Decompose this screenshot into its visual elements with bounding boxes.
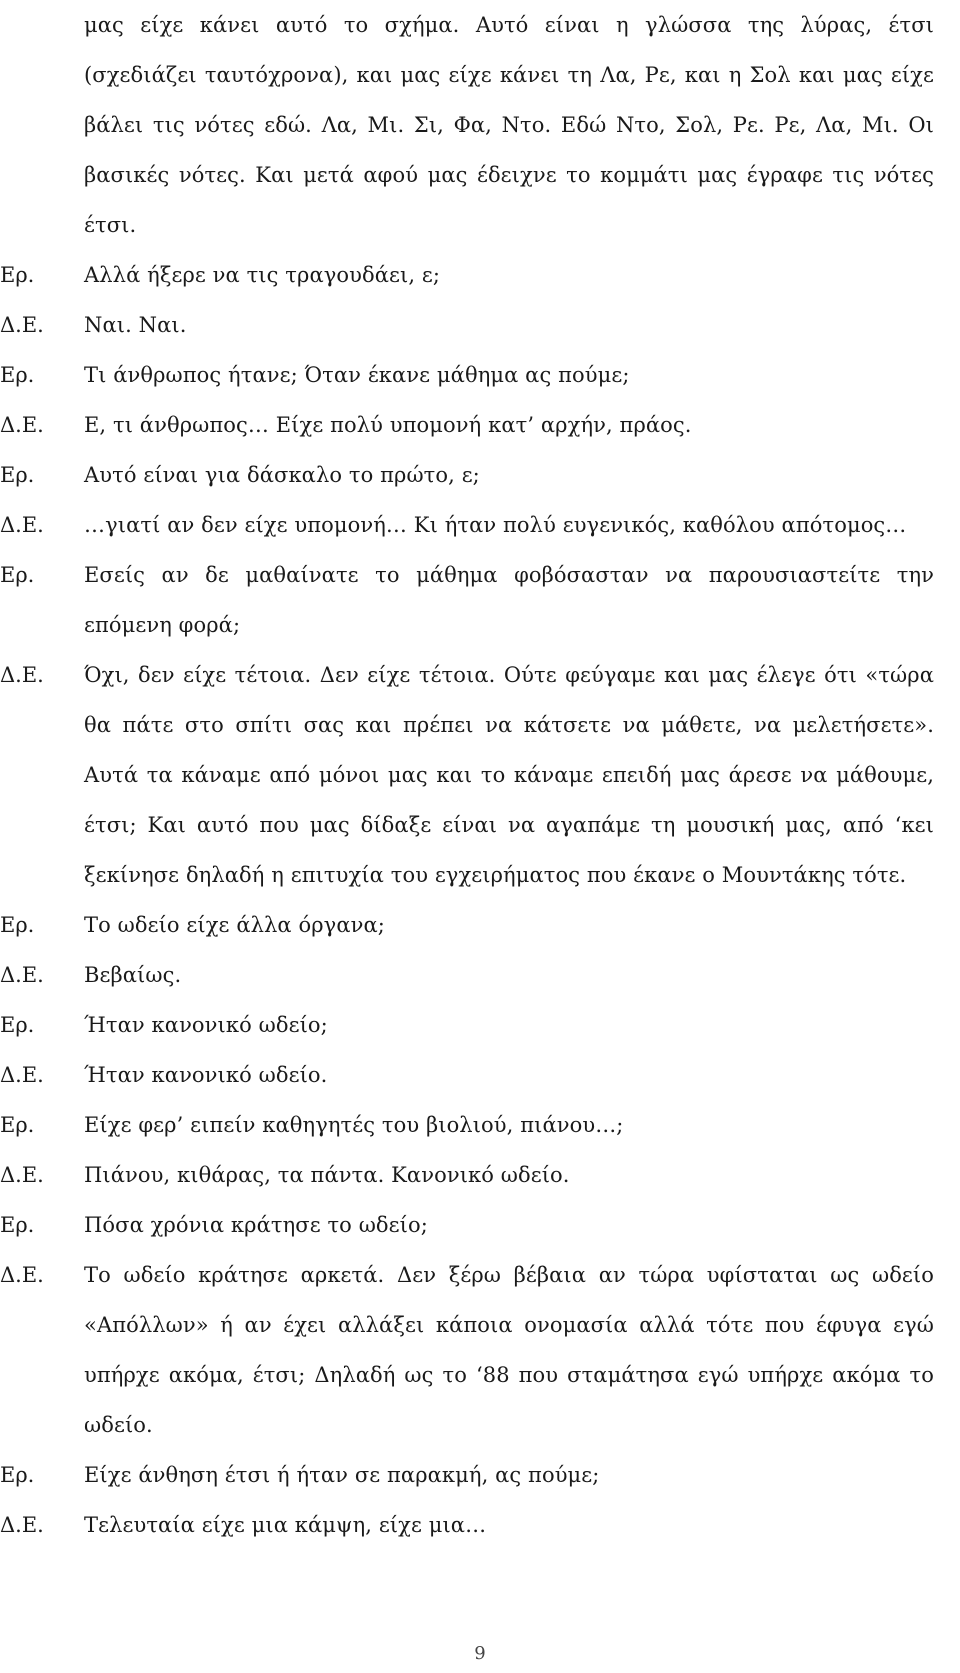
page-number: 9 bbox=[474, 1643, 486, 1664]
transcript-entry bbox=[0, 1200, 960, 1250]
transcript-entry bbox=[0, 1500, 960, 1550]
speaker-label: Δ.Ε. bbox=[0, 1513, 44, 1537]
utterance-text: Ήταν κανονικό ωδείο. bbox=[84, 1063, 328, 1087]
utterance-text: Πιάνου, κιθάρας, τα πάντα. Κανονικό ωδείο. bbox=[84, 1163, 570, 1187]
transcript-entry bbox=[0, 500, 960, 550]
speaker-label: Ερ. bbox=[0, 1463, 35, 1487]
utterance-text: Είχε άνθηση έτσι ή ήταν σε παρακμή, ας πούμε; bbox=[84, 1463, 600, 1487]
transcript-entry bbox=[0, 1450, 960, 1500]
speaker-label: Δ.Ε. bbox=[0, 963, 44, 987]
utterance-text: Εσείς αν δε μαθαίνατε το μάθημα φοβόσασταν να παρουσιαστείτε την επόμενη φορά; bbox=[84, 563, 934, 637]
transcript-entry bbox=[0, 550, 960, 650]
transcript-entry bbox=[0, 0, 960, 250]
utterance-text: Είχε φερ’ ειπείν καθηγητές του βιολιού, πιάνου…; bbox=[84, 1113, 624, 1137]
transcript-entry bbox=[0, 650, 960, 900]
utterance-text: Βεβαίως. bbox=[84, 963, 182, 987]
utterance-text: Τι άνθρωπος ήτανε; Όταν έκανε μάθημα ας πούμε; bbox=[84, 363, 630, 387]
transcript-entry bbox=[0, 400, 960, 450]
utterance-text: …γιατί αν δεν είχε υπομονή… Κι ήταν πολύ ευγενικός, καθόλου απότομος… bbox=[84, 513, 907, 537]
utterance-text: Όχι, δεν είχε τέτοια. Δεν είχε τέτοια. Ούτε φεύγαμε και μας έλεγε ότι «τώρα θα πάτε στο σπίτι σας και πρέπει να κάτσετε να μάθετε, να μελετήσετε». Αυτά τα κάναμε από μόνοι μας και το κάναμε επειδή μας άρεσε να μάθουμε, έτσι; Και αυτό που μας δίδαξε είναι να αγαπάμε τη μουσική μας, από ‘κει ξεκίνησε δηλαδή η επιτυχία του εγχειρήματος που έκανε ο Μουντάκης τότε. bbox=[84, 663, 934, 887]
utterance-text: Πόσα χρόνια κράτησε το ωδείο; bbox=[84, 1213, 428, 1237]
utterance-text: Τελευταία είχε μια κάμψη, είχε μια… bbox=[84, 1513, 487, 1537]
speaker-label: Δ.Ε. bbox=[0, 313, 44, 337]
speaker-label: Ερ. bbox=[0, 913, 35, 937]
transcript-entry bbox=[0, 950, 960, 1000]
speaker-label: Δ.Ε. bbox=[0, 1063, 44, 1087]
speaker-label: Ερ. bbox=[0, 363, 35, 387]
speaker-label: Ερ. bbox=[0, 563, 35, 587]
utterance-text: Αυτό είναι για δάσκαλο το πρώτο, ε; bbox=[84, 463, 480, 487]
transcript-entry bbox=[0, 250, 960, 300]
utterance-text: Ε, τι άνθρωπος… Είχε πολύ υπομονή κατ’ αρχήν, πράος. bbox=[84, 413, 692, 437]
transcript-entry bbox=[0, 1100, 960, 1150]
speaker-label: Ερ. bbox=[0, 263, 35, 287]
utterance-text: Ήταν κανονικό ωδείο; bbox=[84, 1013, 328, 1037]
utterance-text: μας είχε κάνει αυτό το σχήμα. Αυτό είναι η γλώσσα της λύρας, έτσι (σχεδιάζει ταυτόχρονα), και μας είχε κάνει τη Λα, Ρε, και η Σολ και μας είχε βάλει τις νότες εδώ. Λα, Μι. Σι, Φα, Ντο. Εδώ Ντο, Σολ, Ρε. Ρε, Λα, Μι. Οι βασικές νότες. Και μετά αφού μας έδειχνε το κομμάτι μας έγραφε τις νότες έτσι. bbox=[84, 13, 934, 237]
utterance-text: Το ωδείο κράτησε αρκετά. Δεν ξέρω βέβαια αν τώρα υφίσταται ως ωδείο «Απόλλων» ή αν έχει αλλάξει κάποια ονομασία αλλά τότε που έφυγα εγώ υπήρχε ακόμα, έτσι; Δηλαδή ως το ‘88 που σταμάτησα εγώ υπήρχε ακόμα το ωδείο. bbox=[84, 1263, 934, 1437]
transcript-entry bbox=[0, 1250, 960, 1450]
speaker-label: Ερ. bbox=[0, 1213, 35, 1237]
speaker-label: Ερ. bbox=[0, 463, 35, 487]
utterance-text: Ναι. Ναι. bbox=[84, 313, 187, 337]
transcript-entry bbox=[0, 1150, 960, 1200]
speaker-label: Δ.Ε. bbox=[0, 413, 44, 437]
utterance-text: Το ωδείο είχε άλλα όργανα; bbox=[84, 913, 385, 937]
transcript-entry bbox=[0, 1050, 960, 1100]
speaker-label: Δ.Ε. bbox=[0, 513, 44, 537]
speaker-label: Δ.Ε. bbox=[0, 1263, 44, 1287]
utterance-text: Αλλά ήξερε να τις τραγουδάει, ε; bbox=[84, 263, 441, 287]
speaker-label: Ερ. bbox=[0, 1013, 35, 1037]
speaker-label: Δ.Ε. bbox=[0, 1163, 44, 1187]
transcript-entry bbox=[0, 450, 960, 500]
speaker-label: Ερ. bbox=[0, 1113, 35, 1137]
transcript-entry bbox=[0, 1000, 960, 1050]
speaker-label: Δ.Ε. bbox=[0, 663, 44, 687]
transcript-entry bbox=[0, 900, 960, 950]
transcript-entry bbox=[0, 350, 960, 400]
transcript-entry bbox=[0, 300, 960, 350]
